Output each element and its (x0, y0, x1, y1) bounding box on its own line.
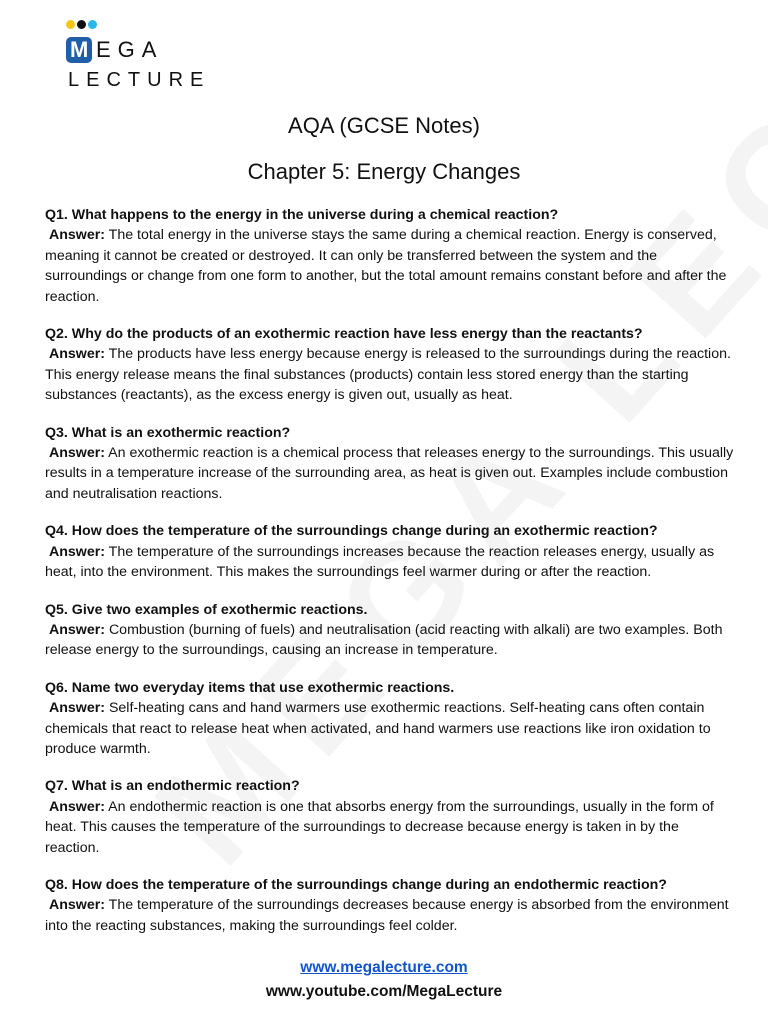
qa-item-1 (45, 205, 735, 307)
logo-dot-blue (88, 20, 97, 29)
answer-paragraph (45, 620, 735, 661)
answer-label: Answer: (49, 897, 105, 914)
page-title: AQA (GCSE Notes) (288, 113, 480, 138)
answer-paragraph (45, 344, 735, 405)
qa-item-6 (45, 678, 735, 760)
question-text: Q3. What is an exothermic reaction? (45, 424, 291, 441)
mega-lecture-logo (66, 20, 236, 95)
website-link[interactable]: www.megalecture.com (300, 959, 468, 976)
qa-item-7 (45, 776, 735, 858)
answer-paragraph (45, 698, 735, 759)
question-text: Q2. Why do the products of an exothermic reaction have less energy than the reactants? (45, 326, 643, 343)
answer-label: Answer: (49, 621, 105, 638)
answer-paragraph (45, 542, 735, 583)
logo-mega-rest: EGA (96, 37, 164, 62)
logo-dot-yellow (66, 20, 75, 29)
youtube-link[interactable]: www.youtube.com/MegaLecture (265, 983, 503, 1000)
answer-text: An exothermic reaction is a chemical process that releases energy to the surroundings. This usually results in a temperature increase of the surrounding area, as heat is given out. Examples include combustion and neutralisation reactions. (45, 445, 734, 502)
qa-item-8 (45, 875, 735, 936)
answer-text: The products have less energy because energy is released to the surroundings during the reaction. This energy release means the final substances (products) contain less stored energy than the starting substances (reactants), as the excess energy is given out, usually as heat. (45, 346, 731, 404)
question-text: Q1. What happens to the energy in the universe during a chemical reaction? (45, 207, 559, 223)
logo-m-badge: M (66, 37, 92, 63)
logo-line-lecture: LECTURE (68, 69, 211, 91)
qa-item-2 (45, 324, 735, 406)
answer-paragraph (45, 797, 735, 858)
qa-item-5 (45, 600, 735, 661)
question-text: Q7. What is an endothermic reaction? (45, 778, 300, 795)
logo-line-mega (66, 37, 163, 63)
answer-label: Answer: (49, 346, 105, 363)
answer-text: The temperature of the surroundings decreases because energy is absorbed from the environment into the reacting substances, making the surroundings feel colder. (45, 897, 729, 934)
answer-paragraph (45, 443, 735, 504)
answer-text: The total energy in the universe stays the same during a chemical reaction. Energy is conserved, meaning it cannot be created or destroyed. It can only be transferred between the system and the surroundings or change from one form to another, but the total amount remains constant before and after the reaction. (45, 227, 727, 305)
question-text: Q6. Name two everyday items that use exothermic reactions. (45, 679, 455, 696)
logo-dot-black (77, 20, 86, 29)
answer-text: Self-heating cans and hand warmers use exothermic reactions. Self-heating cans often contain chemicals that react to release heat when activated, and hand warmers use reactions like iron oxidation to produce warmth. (45, 700, 711, 757)
answer-text: An endothermic reaction is one that absorbs energy from the surroundings, usually in the form of heat. This causes the temperature of the surroundings to decrease because energy is taken in by the reaction. (45, 798, 714, 856)
question-text: Q5. Give two examples of exothermic reactions. (45, 601, 368, 618)
question-text: Q8. How does the temperature of the surroundings change during an endothermic reaction? (45, 876, 667, 893)
answer-label: Answer: (49, 798, 105, 815)
qa-item-4 (45, 521, 735, 582)
answer-label: Answer: (49, 445, 105, 462)
qa-list (45, 205, 735, 953)
answer-text: The temperature of the surroundings increases because the reaction releases energy, usually as heat, into the environment. This makes the surroundings feel warmer during or after the reaction. (45, 543, 715, 581)
chapter-title: Chapter 5: Energy Changes (247, 159, 521, 184)
answer-label: Answer: (49, 700, 105, 717)
answer-text: Combustion (burning of fuels) and neutralisation (acid reacting with alkali) are two examples. Both release energy to the surroundings, causing an increase in temperature. (45, 621, 723, 659)
qa-item-3 (45, 423, 735, 505)
answer-paragraph (45, 225, 735, 307)
answer-label: Answer: (49, 227, 105, 244)
question-text: Q4. How does the temperature of the surroundings change during an exothermic reaction? (45, 523, 658, 540)
answer-paragraph (45, 895, 735, 936)
answer-label: Answer: (49, 543, 105, 560)
